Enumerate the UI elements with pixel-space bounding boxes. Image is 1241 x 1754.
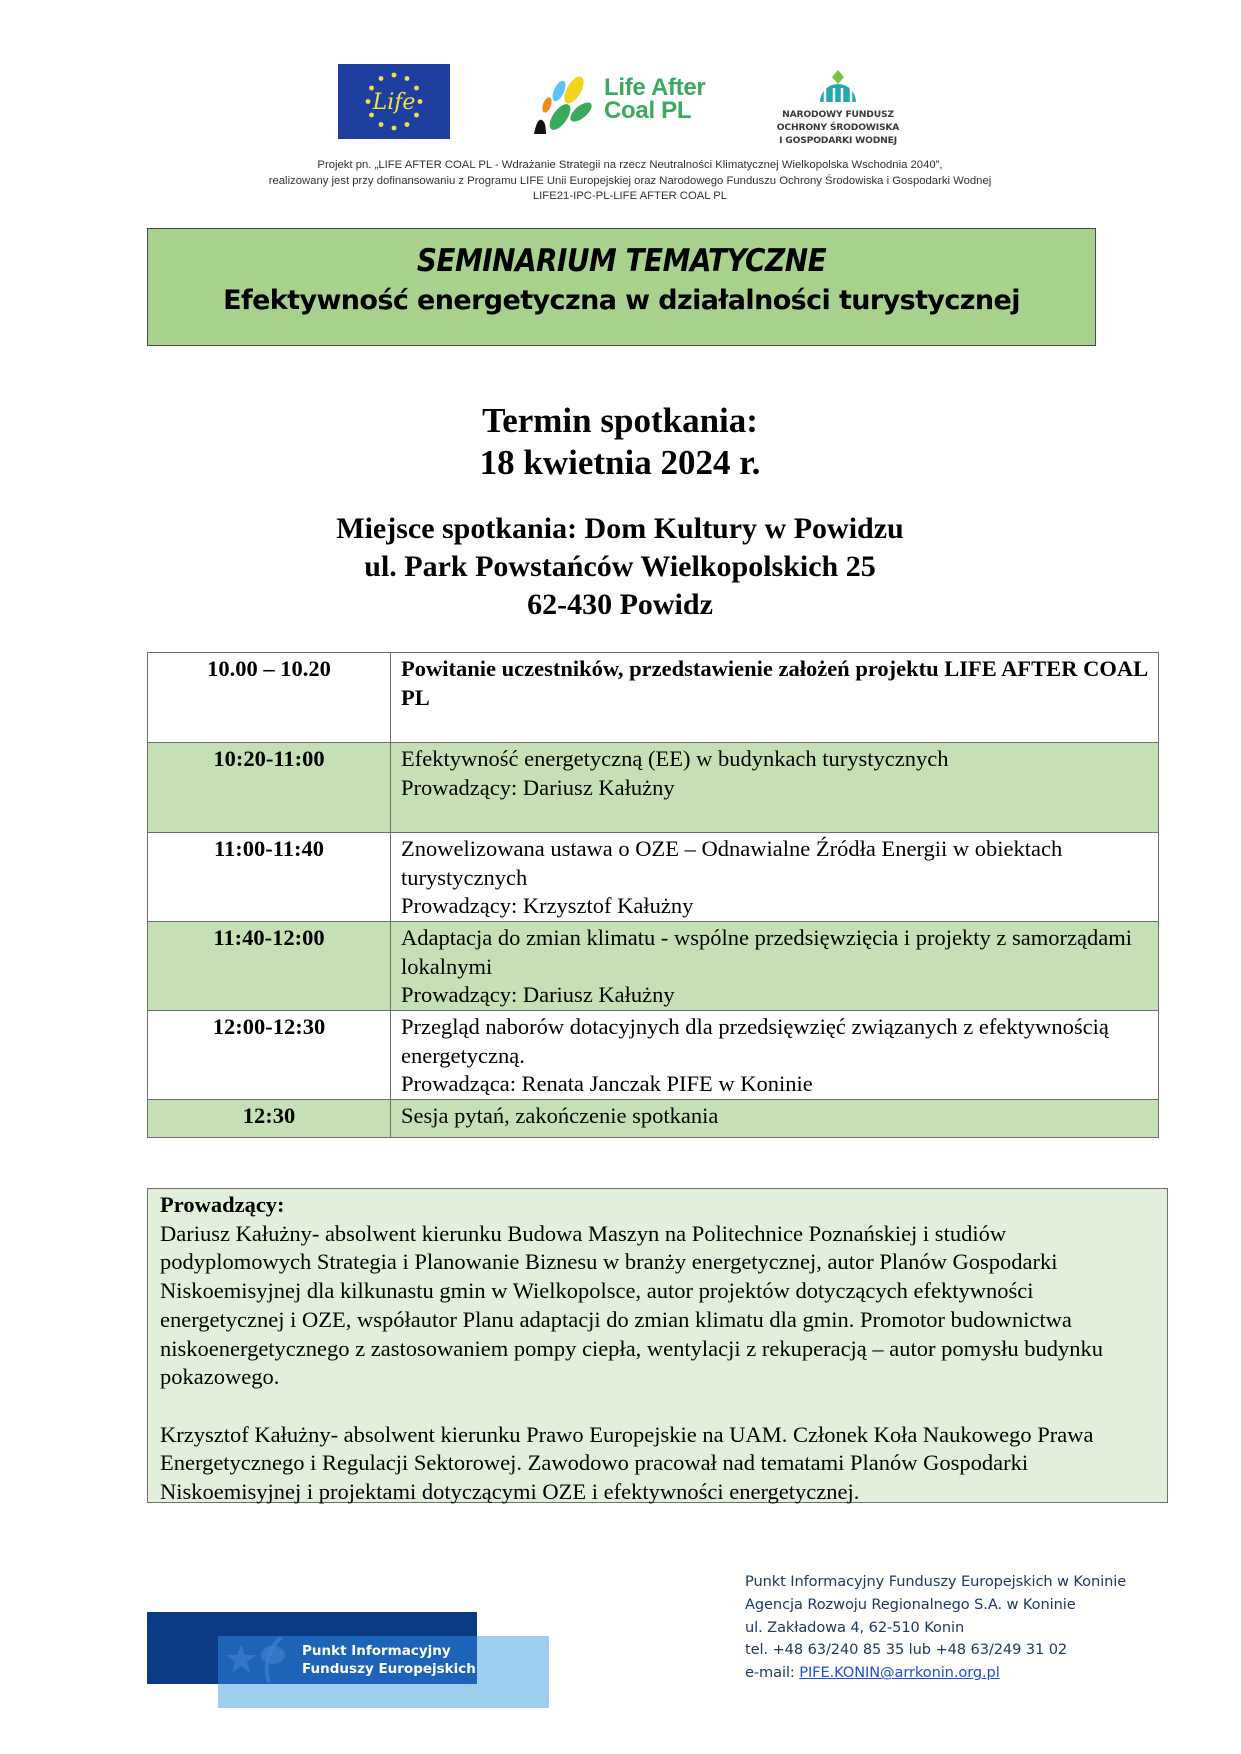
schedule-time: 10.00 – 10.20: [148, 653, 391, 743]
seminar-subtitle: Efektywność energetyczna w działalności turystycznej: [223, 285, 1020, 316]
meeting-place: [200, 510, 1040, 624]
contact-address: ul. Zakładowa 4, 62-510 Konin: [745, 1618, 965, 1636]
schedule-topic: Sesja pytań, zakończenie spotkania: [401, 1103, 719, 1128]
speaker-bio: Krzysztof Kałużny- absolwent kierunku Prawo Europejskie na UAM. Członek Koła Naukowego Prawa Energetycznego i Regulacji Sektorowej. Zawodowo pracował nad tematami Planów Gospodarki Niskoemisyjnej i projektami dotyczącymi OZE i efektywności energetycznej.: [160, 1421, 1094, 1505]
schedule-speaker: Prowadząca: Renata Janczak PIFE w Koninie: [401, 1071, 813, 1096]
pife-logo-line1: Punkt Informacyjny: [302, 1643, 451, 1659]
project-info-line3: LIFE21-IPC-PL-LIFE AFTER COAL PL: [532, 190, 728, 202]
schedule-topic-cell: [391, 1011, 1159, 1100]
schedule-speaker: Prowadzący: Dariusz Kałużny: [401, 982, 675, 1007]
schedule-time: 11:00-11:40: [148, 833, 391, 922]
contact-info: [745, 1571, 1126, 1685]
schedule-time: 12:30: [148, 1100, 391, 1138]
schedule-topic-cell: [391, 833, 1159, 922]
schedule-topic: Powitanie uczestników, przedstawienie założeń projektu LIFE AFTER COAL PL: [401, 656, 1147, 710]
schedule-row: [148, 922, 1159, 1011]
meeting-street: ul. Park Powstańców Wielkopolskich 25: [364, 550, 876, 583]
schedule-topic: Efektywność energetyczną (EE) w budynkach turystycznych: [401, 746, 949, 771]
meeting-term-label: Termin spotkania:: [482, 401, 758, 440]
schedule-time: 12:00-12:30: [148, 1011, 391, 1100]
schedule-topic-cell: [391, 922, 1159, 1011]
schedule-topic-cell: [391, 653, 1159, 743]
nfosigw-line3: I GOSPODARKI WODNEJ: [779, 135, 897, 146]
schedule-speaker: Prowadzący: Dariusz Kałużny: [401, 774, 675, 800]
life-after-coal-leaves-icon: [528, 74, 600, 138]
speaker-bio: Dariusz Kałużny- absolwent kierunku Budowa Maszyn na Politechnice Poznańskiej i studiów podyplomowych Strategia i Planowanie Biznesu w branży energetycznej, autor Planów Gospodarki Niskoemisyjnej dla kilkunastu gmin w Wielkopolsce, autor projektów dotyczących efektywności energetycznej i OZE, współautor Planu adaptacji do zmian klimatu dla gmin. Promotor budownictwa niskoenergetycznego z zastosowaniem pompy ciepła, wentylacji z rekuperacją – autor pomysłu budynku pokazowego.: [160, 1220, 1104, 1390]
contact-email-link[interactable]: PIFE.KONIN@arrkonin.org.pl: [799, 1664, 1000, 1682]
life-after-coal-line2: Coal PL: [604, 97, 692, 124]
schedule-row: [148, 1011, 1159, 1100]
nfosigw-line2: OCHRONY ŚRODOWISKA: [776, 122, 900, 133]
project-info: [200, 158, 1060, 205]
schedule-row: [148, 653, 1159, 743]
pife-logo-line2: Funduszy Europejskich: [302, 1661, 476, 1677]
schedule-speaker: Prowadzący: Krzysztof Kałużny: [401, 893, 694, 918]
contact-agency: Agencja Rozwoju Regionalnego S.A. w Koninie: [745, 1595, 1076, 1613]
contact-org: Punkt Informacyjny Funduszy Europejskich w Koninie: [745, 1573, 1127, 1590]
schedule-time: 10:20-11:00: [148, 743, 391, 833]
life-after-coal-line1: Life After: [604, 74, 706, 101]
nfosigw-logo: [768, 62, 908, 152]
meeting-city: 62-430 Powidz: [527, 588, 713, 621]
meeting-term: [200, 400, 1040, 484]
contact-phone: tel. +48 63/240 85 35 lub +48 63/249 31 02: [745, 1641, 1068, 1659]
meeting-date: 18 kwietnia 2024 r.: [479, 443, 761, 482]
title-box: [147, 228, 1096, 346]
svg-text:Life: Life: [372, 90, 416, 115]
eu-life-flag-icon: [338, 64, 450, 139]
schedule-row: [148, 1100, 1159, 1138]
life-eu-logo: [338, 64, 450, 139]
speakers-heading: Prowadzący:: [160, 1192, 285, 1217]
contact-email-row: [745, 1662, 1126, 1685]
speakers-box: [147, 1188, 1168, 1503]
schedule-topic: Adaptacja do zmian klimatu - wspólne przedsięwzięcia i projekty z samorządami lokalnymi: [401, 925, 1132, 979]
schedule-topic: Znowelizowana ustawa o OZE – Odnawialne Źródła Energii w obiektach turystycznych: [401, 836, 1063, 890]
schedule-topic-cell: [391, 743, 1159, 833]
seminar-title: SEMINARIUM TEMATYCZNE: [416, 243, 827, 279]
schedule-topic: Przegląd naborów dotacyjnych dla przedsięwzięć związanych z efektywnością energetyczną.: [401, 1014, 1109, 1068]
meeting-place-name: Miejsce spotkania: Dom Kultury w Powidzu: [336, 512, 904, 545]
project-info-line2: realizowany jest przy dofinansowaniu z Programu LIFE Unii Europejskiej oraz Narodowego Funduszu Ochrony Środowiska i Gospodarki Wodnej: [268, 174, 992, 187]
life-after-coal-logo: [528, 74, 728, 138]
schedule-row: [148, 743, 1159, 833]
nfosigw-emblem-icon: [768, 62, 908, 106]
contact-email-label: e-mail:: [745, 1664, 800, 1682]
schedule-table: [147, 652, 1159, 1138]
pife-logo: [147, 1612, 549, 1708]
eu-stars-icon: [221, 1637, 301, 1683]
schedule-time: 11:40-12:00: [148, 922, 391, 1011]
nfosigw-line1: NARODOWY FUNDUSZ: [782, 109, 894, 120]
schedule-topic-cell: [391, 1100, 1159, 1138]
schedule-row: [148, 833, 1159, 922]
project-info-line1: Projekt pn. „LIFE AFTER COAL PL - Wdrażanie Strategii na rzecz Neutralności Klimatycznej Wielkopolska Wschodnia 2040”,: [317, 159, 943, 171]
